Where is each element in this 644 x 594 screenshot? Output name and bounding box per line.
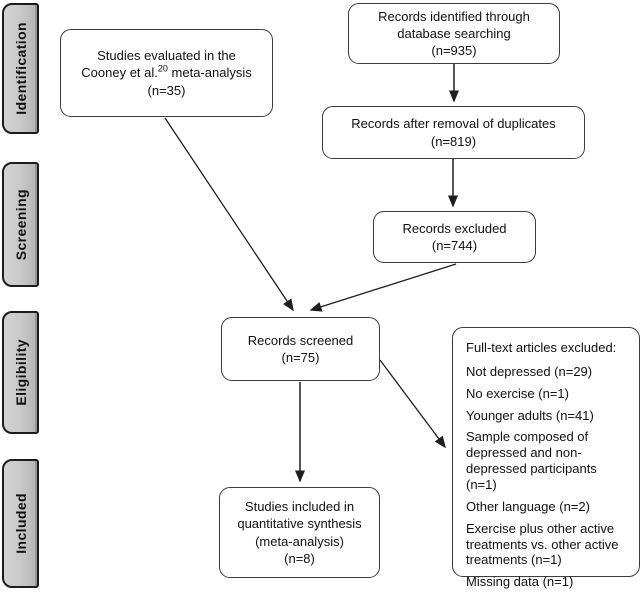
stage-tab-eligibility [2, 311, 39, 434]
stage-label-identification: Identification [12, 22, 29, 115]
box-cooney-count: (n=35) [147, 82, 186, 98]
box-identified-line2: database searching [397, 25, 511, 41]
box-studies-included [219, 487, 380, 578]
box-records-excluded [373, 211, 536, 263]
box-included-line2: quantitative synthesis [237, 516, 362, 532]
box-fulltext-excluded [452, 327, 640, 590]
fulltext-excluded-item: No exercise (n=1) [466, 385, 569, 401]
box-screened-count: (n=75) [281, 350, 320, 365]
box-duplicates-line1: Records after removal of duplicates [351, 116, 556, 132]
box-screened-line1: Records screened [247, 332, 354, 348]
box-included-line3: (meta-analysis) [255, 533, 344, 549]
fulltext-excluded-item: Sample composed of depressed and non-depressed participants (n=1) [466, 429, 597, 493]
box-cooney-line2-post: meta-analysis [167, 65, 252, 81]
fulltext-excluded-item: Missing data (n=1) [466, 574, 574, 590]
stage-label-eligibility: Eligibility [12, 339, 29, 406]
arrow-screened-to-fulltext [380, 360, 445, 447]
fulltext-excluded-item: Other language (n=2) [466, 498, 590, 514]
arrow-excluded-to-screened [311, 264, 456, 310]
fulltext-excluded-item: Exercise plus other active treatments vs. other active treatments (n=1) [466, 520, 619, 568]
stage-label-screening: Screening [12, 188, 29, 261]
stage-tab-identification [2, 3, 39, 134]
arrow-cooney-to-screened [165, 118, 293, 310]
box-identified-count: (n=935) [431, 43, 477, 59]
box-identified-line1: Records identified through [378, 8, 530, 24]
box-cooney-line2 [81, 64, 251, 81]
fulltext-excluded-title: Full-text articles excluded: [466, 340, 617, 355]
box-records-identified [348, 3, 560, 64]
fulltext-excluded-item: Younger adults (n=41) [466, 407, 594, 423]
box-after-duplicates [322, 106, 585, 159]
box-cooney-meta-analysis [60, 29, 273, 117]
box-excluded-count: (n=744) [431, 238, 478, 253]
box-excluded-line1: Records excluded [402, 220, 507, 236]
box-included-count: (n=8) [284, 550, 315, 566]
stage-tab-included [2, 459, 39, 588]
box-included-line1: Studies included in [244, 499, 355, 515]
stage-label-included: Included [12, 493, 29, 554]
box-cooney-line2-pre: Cooney et al. [81, 65, 158, 81]
box-records-screened [221, 317, 380, 381]
box-cooney-citation-sup: 20 [157, 64, 168, 75]
stage-tab-screening [2, 162, 39, 287]
box-duplicates-count: (n=819) [430, 133, 477, 149]
box-cooney-line1: Studies evaluated in the [97, 48, 236, 64]
fulltext-excluded-item: Not depressed (n=29) [466, 363, 593, 379]
